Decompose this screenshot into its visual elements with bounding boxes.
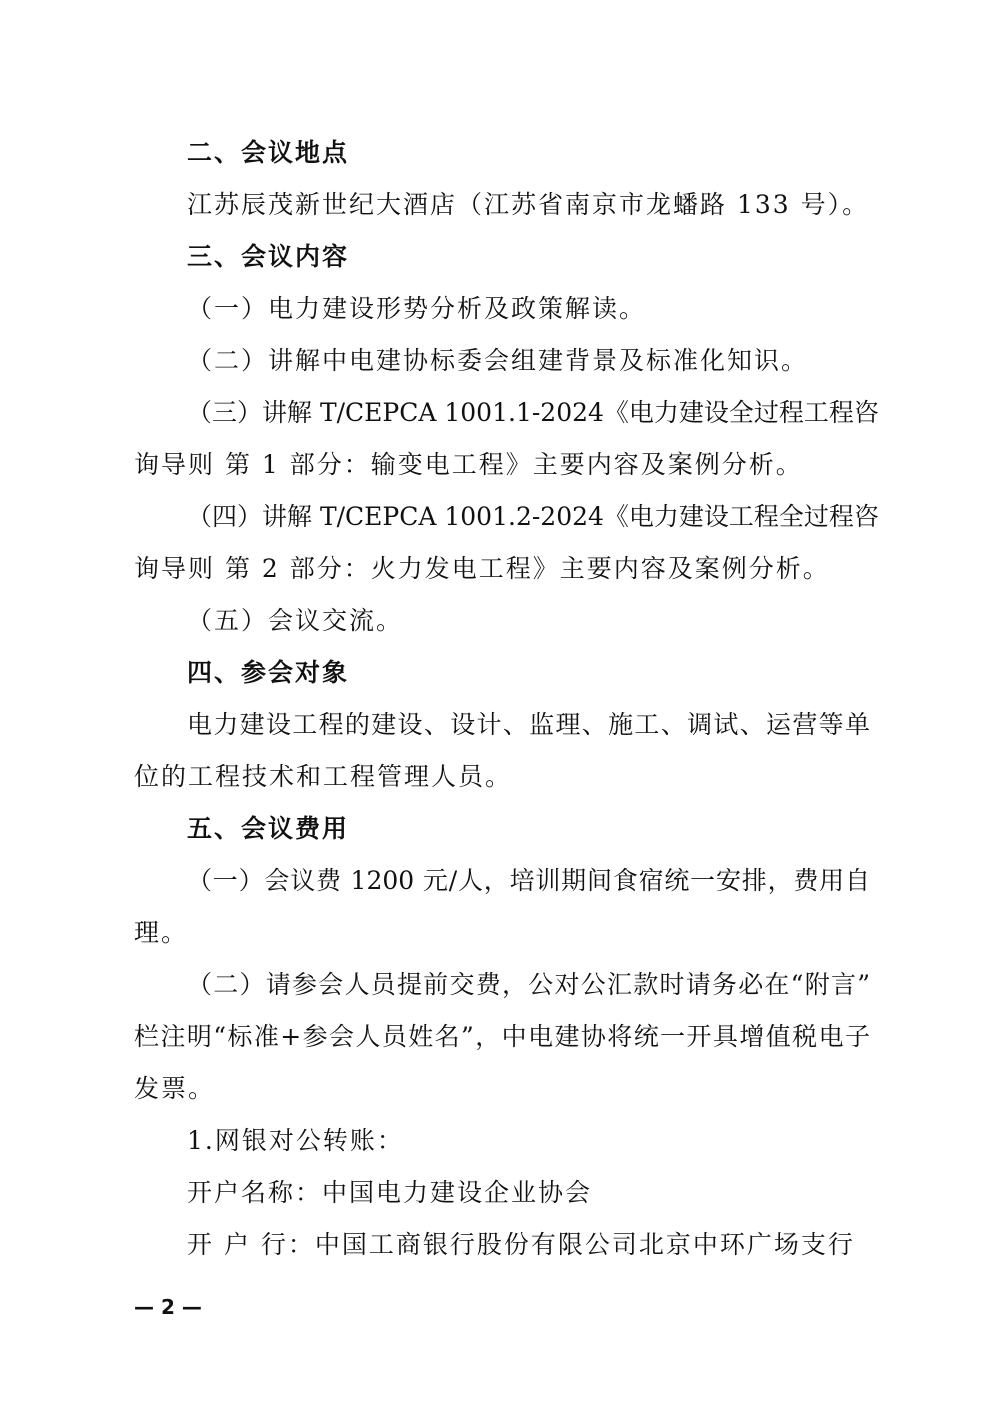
- account-name: 开户名称：中国电力建设企业协会: [187, 1178, 593, 1207]
- transfer-title: 1.网银对公转账：: [187, 1126, 404, 1155]
- fees-item-1-line-1: （一）会议费 1200 元/人，培训期间食宿统一安排，费用自: [187, 866, 870, 895]
- content-item-3-line-1: （三）讲解 T/CEPCA 1001.1-2024《电力建设全过程工程咨: [187, 398, 879, 427]
- content-item-5: （五）会议交流。: [187, 606, 404, 635]
- heading-fees: 五、会议费用: [187, 814, 350, 843]
- fees-item-1-line-2: 理。: [134, 918, 189, 947]
- heading-content: 三、会议内容: [187, 242, 350, 271]
- location-address: 江苏辰茂新世纪大酒店（江苏省南京市龙蟠路 133 号）。: [187, 190, 870, 219]
- content-item-1: （一）电力建设形势分析及政策解读。: [187, 294, 647, 323]
- heading-location: 二、会议地点: [187, 138, 350, 167]
- content-item-4-line-1: （四）讲解 T/CEPCA 1001.2-2024《电力建设工程全过程咨: [187, 502, 879, 531]
- participants-line-2: 位的工程技术和工程管理人员。: [134, 762, 513, 791]
- page-number: — 2 —: [134, 1295, 202, 1319]
- fees-item-2-line-2: 栏注明“标准+参会人员姓名”，中电建协将统一开具增值税电子: [134, 1022, 870, 1051]
- participants-line-1: 电力建设工程的建设、设计、监理、施工、调试、运营等单: [187, 710, 870, 739]
- fees-item-2-line-3: 发票。: [134, 1074, 216, 1103]
- fees-item-2-line-1: （二）请参会人员提前交费，公对公汇款时请务必在“附言”: [187, 970, 870, 999]
- content-item-3-line-2: 询导则 第 1 部分：输变电工程》主要内容及案例分析。: [134, 450, 803, 479]
- bank-name: 开 户 行：中国工商银行股份有限公司北京中环广场支行: [187, 1230, 855, 1259]
- heading-participants: 四、参会对象: [187, 658, 350, 687]
- content-item-2: （二）讲解中电建协标委会组建背景及标准化知识。: [187, 346, 809, 375]
- content-item-4-line-2: 询导则 第 2 部分：火力发电工程》主要内容及案例分析。: [134, 554, 830, 583]
